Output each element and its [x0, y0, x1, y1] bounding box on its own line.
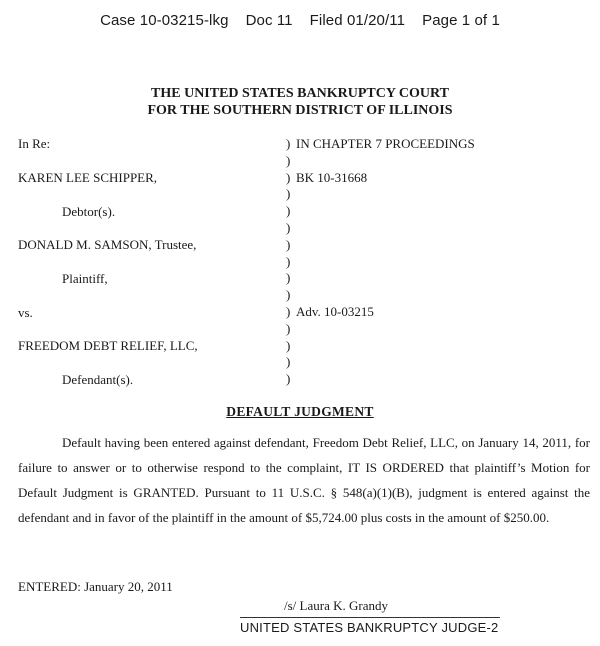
paren: )	[286, 287, 291, 303]
paren: )	[286, 371, 291, 387]
case-header: Case 10-03215-lkg Doc 11 Filed 01/20/11 Page 1 of 1	[100, 12, 500, 29]
judge-signature: /s/ Laura K. Grandy	[284, 598, 388, 613]
trustee-name: DONALD M. SAMSON, Trustee,	[18, 237, 197, 252]
paren: )	[286, 169, 291, 185]
paren: )	[286, 136, 291, 151]
adv-number: Adv. 10-03215	[296, 304, 374, 319]
paren: )	[286, 270, 291, 286]
in-re-label: In Re:	[18, 136, 51, 151]
court-title-line-2: FOR THE SOUTHERN DISTRICT OF ILLINOIS	[147, 103, 453, 118]
paren: )	[286, 253, 291, 269]
paren: )	[286, 337, 291, 353]
court-title	[0, 85, 600, 119]
proceedings-label: IN CHAPTER 7 PROCEEDINGS	[296, 136, 475, 151]
paren: )	[286, 186, 291, 202]
court-title-line-1: THE UNITED STATES BANKRUPTCY COURT	[151, 86, 449, 101]
vs-label: vs.	[18, 305, 33, 320]
document-title: DEFAULT JUDGMENT	[226, 404, 374, 419]
debtor-label: Debtor(s).	[62, 204, 116, 219]
defendant-name: FREEDOM DEBT RELIEF, LLC,	[18, 338, 198, 353]
judgment-body	[18, 430, 590, 530]
paren: )	[286, 236, 291, 252]
judge-title: UNITED STATES BANKRUPTCY JUDGE-2	[240, 620, 499, 635]
signature-line	[240, 617, 500, 618]
paren: )	[286, 354, 291, 370]
paren: )	[286, 203, 291, 219]
paren: )	[286, 152, 291, 168]
bk-number: BK 10-31668	[296, 170, 368, 185]
paren: )	[286, 303, 291, 319]
plaintiff-label: Plaintiff,	[62, 271, 108, 286]
paren: )	[286, 219, 291, 235]
defendant-label: Defendant(s).	[62, 372, 134, 387]
entered-date: ENTERED: January 20, 2011	[18, 579, 173, 594]
debtor-name: KAREN LEE SCHIPPER,	[18, 170, 158, 185]
paren: )	[286, 320, 291, 336]
judgment-text: Default having been entered against defendant, Freedom Debt Relief, LLC, on January 14, 2011, for failure to answer or to otherwise respond to the complaint, IT IS ORDERED that plaintiff’s Motion for Default Judgment is GRANTED. Pursuant to 11 U.S.C. § 548(a)(1)(B), judgment is entered against the defendant and in favor of the plaintiff in the amount of $5,724.00 plus costs in the amount of $250.00.	[18, 435, 590, 525]
